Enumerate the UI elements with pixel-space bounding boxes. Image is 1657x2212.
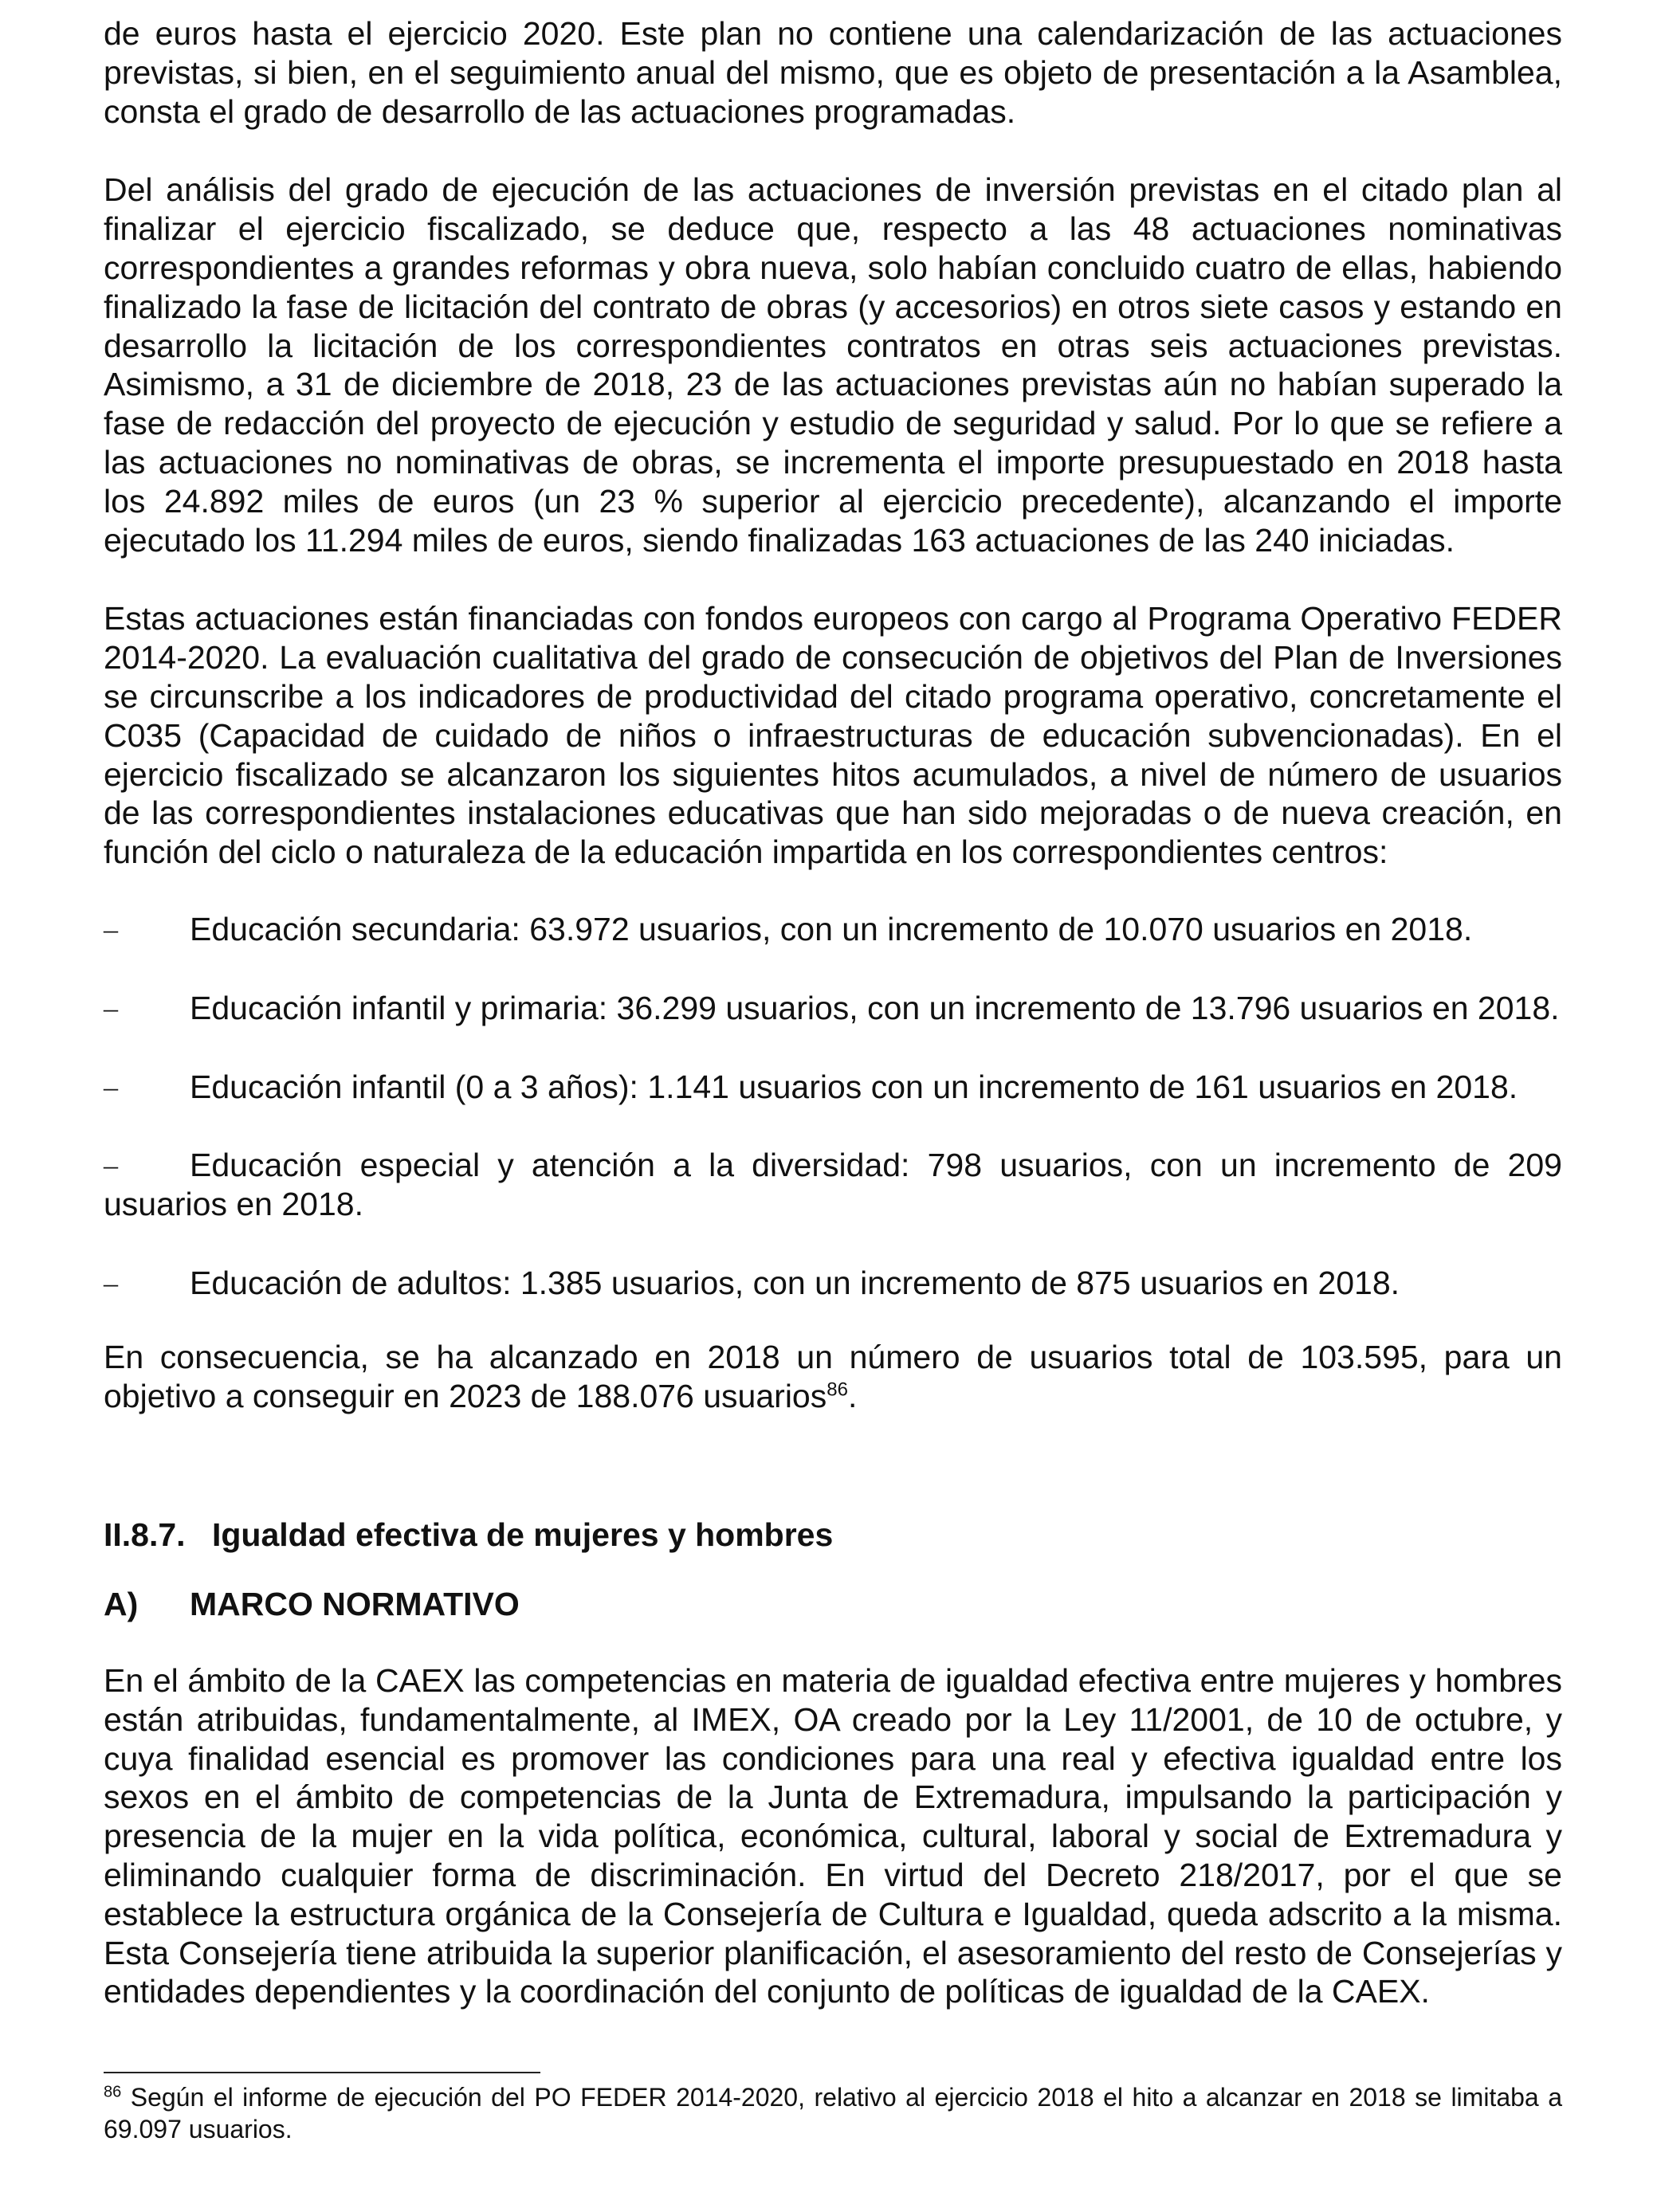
dash-marker: – xyxy=(104,1070,118,1103)
dash-marker: – xyxy=(104,912,118,945)
list-item xyxy=(104,1146,1562,1224)
footnote-text: Según el informe de ejecución del PO FEDER 2014-2020, relativo al ejercicio 2018 el hito a alcanzar en 2018 se limitaba a 69.097 usuarios. xyxy=(104,2083,1562,2143)
list-item xyxy=(104,1068,1562,1107)
list-item-text: Educación especial y atención a la diversidad: 798 usuarios, con un incremento de 209 usuarios en 2018. xyxy=(104,1147,1562,1223)
list-item xyxy=(104,1264,1562,1303)
list-item-text: Educación secundaria: 63.972 usuarios, con un incremento de 10.070 usuarios en 2018. xyxy=(190,910,1473,947)
section-title: Igualdad efectiva de mujeres y hombres xyxy=(212,1516,834,1553)
dash-marker: – xyxy=(104,991,118,1024)
dash-marker: – xyxy=(104,1266,118,1299)
paragraph-caex-competences: En el ámbito de la CAEX las competencias en materia de igualdad efectiva entre mujeres y hombres están atribuidas, fundamentalmente, al IMEX, OA creado por la Ley 11/2001, de 10 de octubre, y cuya finalidad esencial es promover las condiciones para una real y efectiva igualdad entre los sexos en el ámbito de competencias de la Junta de Extremadura, impulsando la participación y presencia de la mujer en la vida política, económica, cultural, laboral y social de Extremadura y eliminando cualquier forma de discriminación. En virtud del Decreto 218/2017, por el que se establece la estructura orgánica de la Consejería de Cultura e Igualdad, queda adscrito a la misma. Esta Consejería tiene atribuida la superior planificación, el asesoramiento del resto de Consejerías y entidades dependientes y la coordinación del conjunto de políticas de igualdad de la CAEX. xyxy=(104,1662,1562,2010)
list-item-text: Educación de adultos: 1.385 usuarios, con un incremento de 875 usuarios en 2018. xyxy=(190,1264,1400,1301)
users-by-education-list xyxy=(104,910,1562,1303)
footnote xyxy=(104,2081,1562,2145)
footnote-reference[interactable]: 86 xyxy=(827,1378,848,1400)
section-number: II.8.7. xyxy=(104,1516,186,1553)
paragraph-execution-analysis: Del análisis del grado de ejecución de las actuaciones de inversión previstas en el citado plan al finalizar el ejercicio fiscalizado, se deduce que, respecto a las 48 actuaciones nominativas correspondientes a grandes reformas y obra nueva, solo habían concluido cuatro de ellas, habiendo finalizado la fase de licitación del contrato de obras (y accesorios) en otros siete casos y estando en desarrollo la licitación de los correspondientes contratos en otras seis actuaciones previstas. Asimismo, a 31 de diciembre de 2018, 23 de las actuaciones previstas aún no habían superado la fase de redacción del proyecto de ejecución y estudio de seguridad y salud. Por lo que se refiere a las actuaciones no nominativas de obras, se incrementa el importe presupuestado en 2018 hasta los 24.892 miles de euros (un 23 % superior al ejercicio precedente), alcanzando el importe ejecutado los 11.294 miles de euros, siendo finalizadas 163 actuaciones de las 240 iniciadas. xyxy=(104,171,1562,559)
list-item xyxy=(104,910,1562,949)
list-item xyxy=(104,989,1562,1028)
footnote-number: 86 xyxy=(104,2083,122,2101)
total-users-text: En consecuencia, se ha alcanzado en 2018 un número de usuarios total de 103.595, para un objetivo a conseguir en 2023 de 188.076 usuarios xyxy=(104,1338,1562,1414)
subsection-heading xyxy=(104,1586,520,1623)
sentence-end: . xyxy=(847,1377,858,1414)
subsection-title: MARCO NORMATIVO xyxy=(190,1586,520,1622)
dash-marker: – xyxy=(104,1149,118,1182)
section-heading xyxy=(104,1516,833,1554)
footnote-separator xyxy=(104,2072,540,2073)
paragraph-feder-funding: Estas actuaciones están financiadas con fondos europeos con cargo al Programa Operativo FEDER 2014-2020. La evaluación cualitativa del grado de consecución de objetivos del Plan de Inversiones se circunscribe a los indicadores de productividad del citado programa operativo, concretamente el C035 (Capacidad de cuidado de niños o infraestructuras de educación subvencionadas). En el ejercicio fiscalizado se alcanzaron los siguientes hitos acumulados, a nivel de número de usuarios de las correspondientes instalaciones educativas que han sido mejoradas o de nueva creación, en función del ciclo o naturaleza de la educación impartida en los correspondientes centros: xyxy=(104,600,1562,871)
paragraph-plan-calendar: de euros hasta el ejercicio 2020. Este plan no contiene una calendarización de las actuaciones previstas, si bien, en el seguimiento anual del mismo, que es objeto de presentación a la Asamblea, consta el grado de desarrollo de las actuaciones programadas. xyxy=(104,15,1562,130)
list-item-text: Educación infantil y primaria: 36.299 usuarios, con un incremento de 13.796 usuarios en 2018. xyxy=(190,989,1560,1026)
document-body xyxy=(104,14,1562,1415)
paragraph-total-users xyxy=(104,1338,1562,1416)
list-item-text: Educación infantil (0 a 3 años): 1.141 usuarios con un incremento de 161 usuarios en 2018. xyxy=(190,1068,1518,1105)
subsection-letter: A) xyxy=(104,1586,139,1622)
